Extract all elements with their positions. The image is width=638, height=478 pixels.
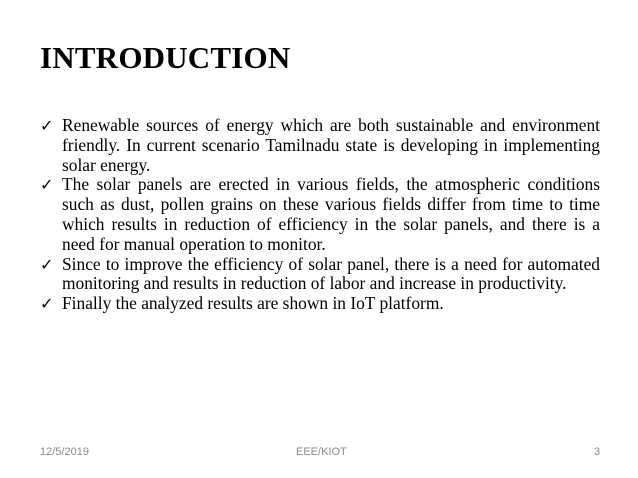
bullet-text: Renewable sources of energy which are both sustainable and environment friendly. In current scenario Tamilnadu state is developing in implementing solar energy. xyxy=(62,115,600,175)
check-mark-icon: ✓ xyxy=(40,294,54,314)
bullet-text: Since to improve the efficiency of solar panel, there is a need for automated monitoring and results in reduction of labor and increase in productivity. xyxy=(62,253,600,294)
bullet-list xyxy=(40,116,600,314)
bullet-item xyxy=(40,116,600,175)
footer-center-text: EEE/KIOT xyxy=(296,446,347,458)
footer-date: 12/5/2019 xyxy=(40,446,89,458)
bullet-text: The solar panels are erected in various fields, the atmospheric conditions such as dust, pollen grains on these various fields differ from time to time which results in reduction of efficiency in the solar panels, and there is a need for manual operation to monitor. xyxy=(62,174,600,254)
check-mark-icon: ✓ xyxy=(40,116,54,135)
bullet-item xyxy=(40,255,600,295)
bullet-text: Finally the analyzed results are shown in IoT platform. xyxy=(62,293,444,314)
slide-title: INTRODUCTION xyxy=(40,40,291,75)
bullet-item xyxy=(40,294,600,314)
check-mark-icon: ✓ xyxy=(40,254,54,274)
check-mark-icon: ✓ xyxy=(40,175,54,195)
footer-page-number: 3 xyxy=(594,446,601,458)
bullet-item xyxy=(40,175,600,254)
